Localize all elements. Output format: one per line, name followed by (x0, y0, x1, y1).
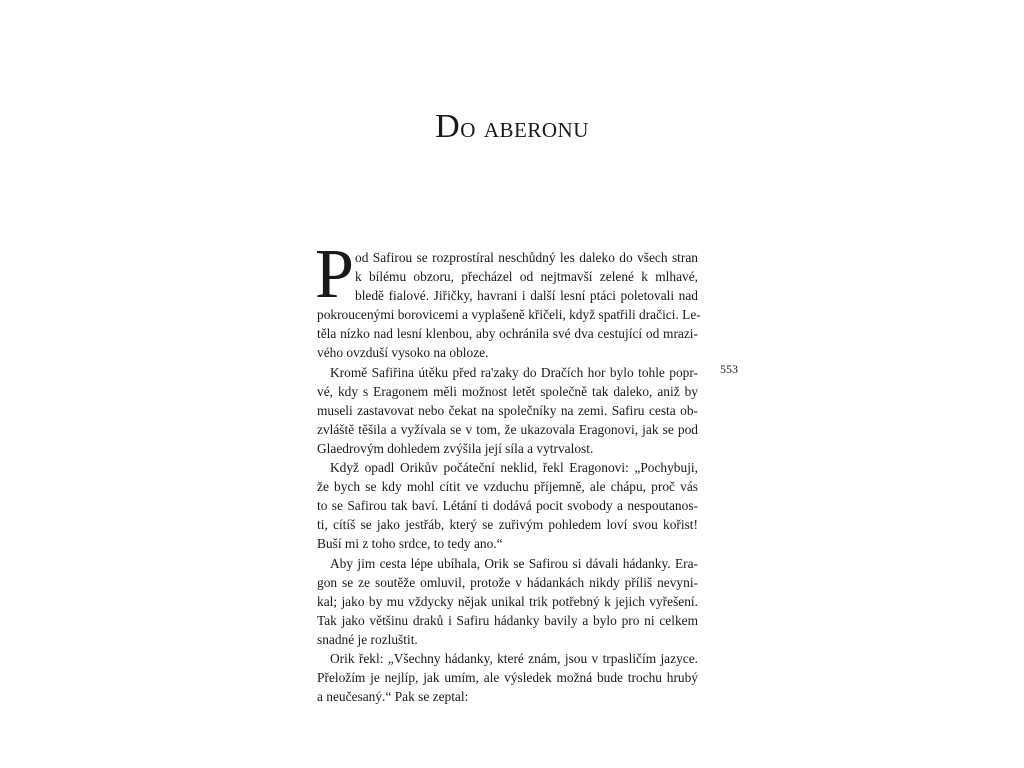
paragraph-5 (317, 649, 698, 706)
page-number: 553 (720, 362, 738, 376)
text-line: Přeložím je nejlíp, jak umím, ale výsledek možná bude trochu hrubý (317, 670, 698, 686)
text-line: Tak jako většinu draků i Safiru hádanky bavily a bylo pro ni celkem (317, 612, 698, 628)
text-line: Orik řekl: „Všechny hádanky, které znám, jsou v trpasličím jazyce. (330, 650, 698, 666)
text-line: těla nízko nad lesní klenbou, aby ochránila své dva cestující od mrazi- (317, 326, 698, 342)
chapter-title-word-2: aberonu (483, 111, 589, 144)
text-line: Když opadl Orikův počáteční neklid, řekl Eragonovi: „Pochybuji, (330, 460, 698, 476)
text-line: zvláště těšila a vyžívala se v tom, že ukazovala Eragonovi, jak se pod (317, 421, 698, 437)
text-line: gon se ze soutěže omluvil, protože v hádankách nikdy příliš nevyni- (317, 574, 698, 590)
paragraph-2 (317, 363, 698, 458)
text-line: Buší mi z toho srdce, to tedy ano.“ (317, 536, 503, 552)
text-line: museli zastavovat nebo čekat na společníky na zemi. Safiru cesta ob- (317, 402, 698, 418)
chapter-title-initial: D (435, 108, 461, 145)
text-line: to se Safirou tak baví. Létání ti dodává pocit svobody a nespoutanos- (317, 498, 698, 514)
text-line: Aby jim cesta lépe ubíhala, Orik se Safirou si dávali hádanky. Era- (330, 555, 698, 571)
text-line: vého ovzduší vysoko na obloze. (317, 345, 489, 361)
text-line: Glaedrovým dohledem zvýšila její síla a vytrvalost. (317, 440, 594, 456)
text-line: pokroucenými borovicemi a vyplašeně křičeli, když spatřili dračici. Le- (317, 307, 701, 323)
chapter-body (315, 236, 701, 706)
text-line: bledě fialové. Jiřičky, havrani i další lesní ptáci poletovali nad (355, 288, 698, 304)
text-line: snadné je rozluštit. (317, 631, 418, 647)
text-line: k bílému obzoru, přecházel od nejtmavší zelené k mlhavé, (355, 269, 698, 285)
text-line: vé, kdy s Eragonem měli možnost letět společně tak daleko, aniž by (317, 383, 698, 399)
text-line: ti, cítíš se jako jestřáb, který se zuřivým pohledem loví svou kořist! (317, 517, 698, 533)
chapter-title (0, 108, 1024, 146)
chapter-title-word-1: o (460, 111, 476, 144)
text-line: kal; jako by mu vždycky nějak unikal trik potřebný k jejich vyřešení. (317, 593, 698, 609)
paragraph-1 (315, 236, 701, 363)
paragraph-3 (317, 458, 698, 553)
text-line: a neučesaný.“ Pak se zeptal: (317, 689, 469, 705)
drop-cap: P (315, 236, 354, 313)
text-line: Kromě Safiřina útěku před ra'zaky do Dračích hor bylo tohle popr- (330, 364, 698, 380)
paragraph-4 (317, 554, 698, 649)
text-line: od Safirou se rozprostíral neschůdný les daleko do všech stran (355, 250, 698, 265)
text-line: že bych se kdy mohl cítit ve vzduchu příjemně, ale chápu, proč vás (317, 479, 698, 495)
